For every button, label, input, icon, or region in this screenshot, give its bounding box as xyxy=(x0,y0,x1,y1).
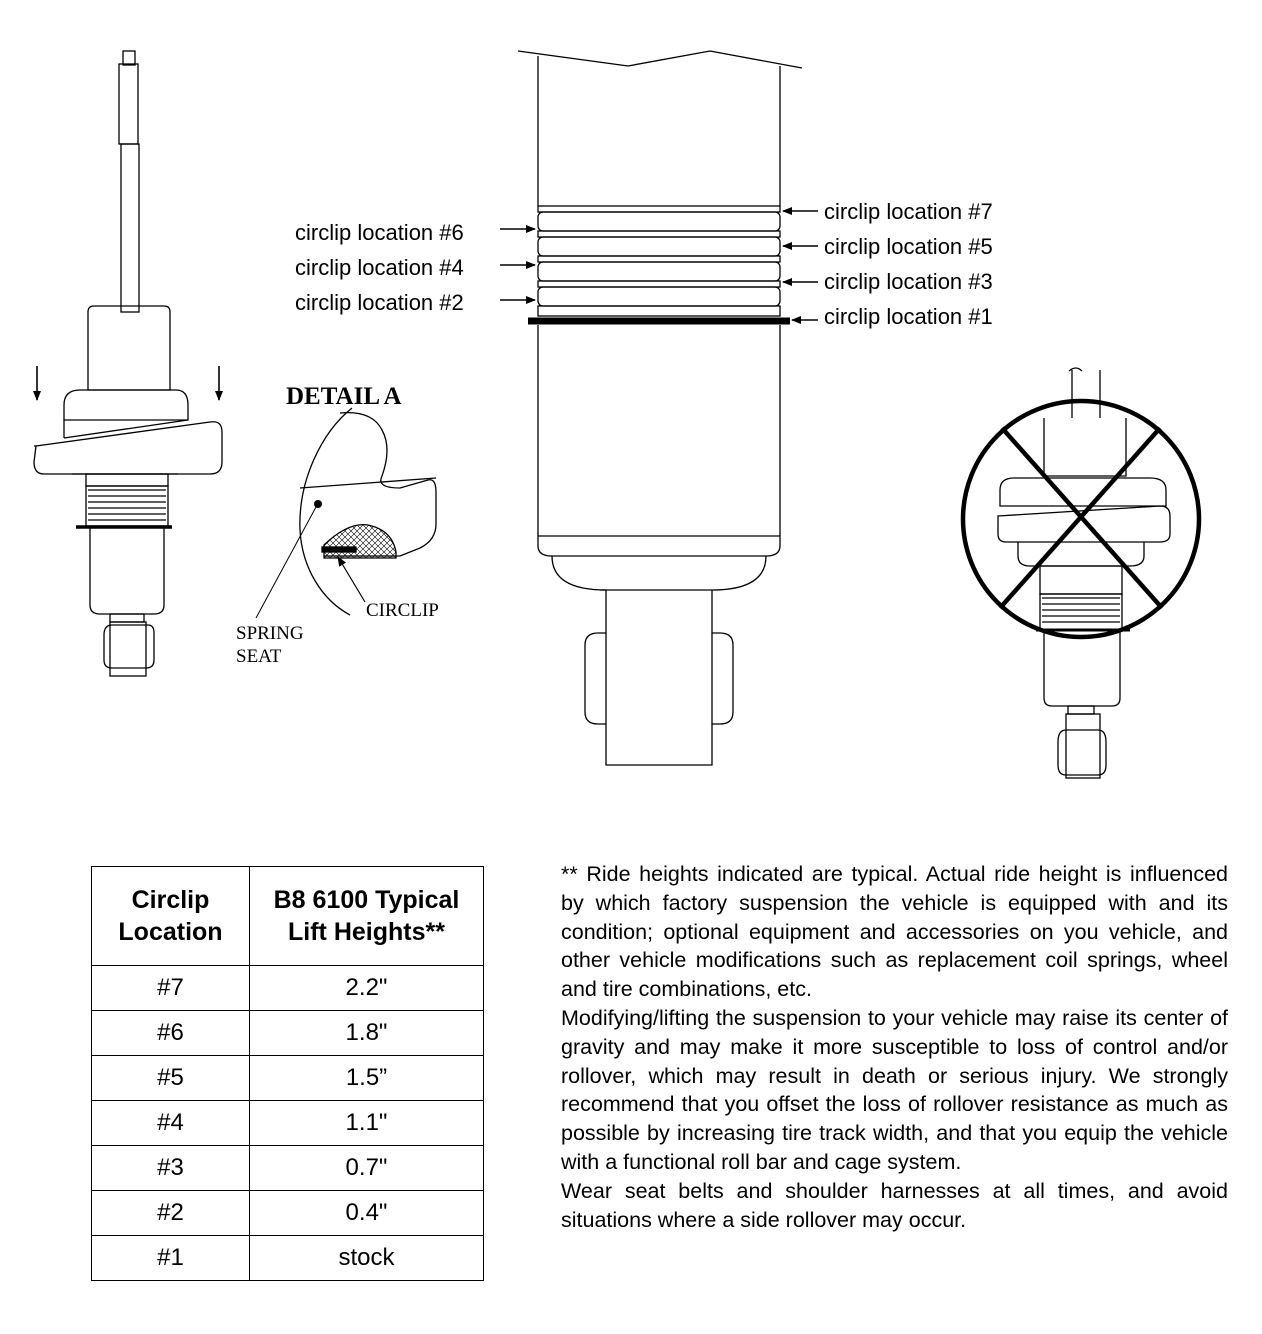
callout-4 xyxy=(295,255,535,280)
left-threads xyxy=(88,490,166,520)
location-cell: #5 xyxy=(92,1056,250,1101)
circlip-label: CIRCLIP xyxy=(366,600,439,621)
location-cell: #1 xyxy=(92,1236,250,1281)
callout-7 xyxy=(783,199,993,224)
header-circlip-location xyxy=(92,867,250,966)
table-row xyxy=(92,1191,484,1236)
callout-3-label: circlip location #3 xyxy=(824,269,993,294)
callout-3 xyxy=(783,269,993,294)
callout-5 xyxy=(783,234,993,259)
detail-a-drawing xyxy=(300,408,436,615)
location-cell: #7 xyxy=(92,966,250,1011)
table-row xyxy=(92,1146,484,1191)
callout-4-label: circlip location #4 xyxy=(295,255,464,280)
rollover-warning: Modifying/lifting the suspension to your vehicle may raise its center of gravity and may make it more susceptible to loss of control and/or rollover, which may result in death or serious injury. We strongly recommend that you offset the loss of rollover resistance as much as possible by increasing tire track width, and that you equip the vehicle with a functional roll bar and cage system. xyxy=(561,1005,1228,1174)
header-col1-line1: Circlip xyxy=(131,886,210,914)
height-cell: 0.7" xyxy=(250,1146,484,1191)
callout-1 xyxy=(792,304,993,329)
header-lift-heights xyxy=(250,867,484,966)
location-cell: #4 xyxy=(92,1101,250,1146)
callout-2 xyxy=(295,290,535,315)
callout-1-label: circlip location #1 xyxy=(824,304,993,329)
height-cell: 2.2" xyxy=(250,966,484,1011)
callout-5-label: circlip location #5 xyxy=(824,234,993,259)
callout-6-label: circlip location #6 xyxy=(295,220,464,245)
callout-6 xyxy=(295,220,535,245)
safety-notes xyxy=(561,860,1228,1234)
spring-seat-label-line2: SEAT xyxy=(236,646,282,667)
callout-2-label: circlip location #2 xyxy=(295,290,464,315)
table-row xyxy=(92,1056,484,1101)
table-row xyxy=(92,1011,484,1056)
detail-a-title: DETAIL A xyxy=(286,383,402,410)
height-cell: 1.1" xyxy=(250,1101,484,1146)
height-cell: stock xyxy=(250,1236,484,1281)
height-cell: 1.8" xyxy=(250,1011,484,1056)
lift-height-table xyxy=(91,866,484,1281)
header-col1-line2: Location xyxy=(118,918,223,946)
location-cell: #2 xyxy=(92,1191,250,1236)
incorrect-install-drawing xyxy=(998,368,1170,778)
left-shock-assembly xyxy=(34,51,222,676)
table-row xyxy=(92,966,484,1011)
header-col2-line1: B8 6100 Typical xyxy=(273,886,460,914)
center-shock-body xyxy=(518,51,802,765)
ride-height-note: ** Ride heights indicated are typical. Actual ride height is influenced by which factory suspension the vehicle is equipped with and its condition; optional equipment and accessories on you vehicle, and other vehicle modifications such as replacement coil springs, wheel and tire combinations, etc. xyxy=(561,862,1228,1002)
callout-7-label: circlip location #7 xyxy=(824,199,993,224)
spring-seat-dot xyxy=(314,500,322,508)
location-cell: #6 xyxy=(92,1011,250,1056)
header-col2-line2: Lift Heights** xyxy=(288,918,445,946)
table-row xyxy=(92,1236,484,1281)
circlip-leader xyxy=(338,557,365,602)
height-cell: 0.4" xyxy=(250,1191,484,1236)
location-cell: #3 xyxy=(92,1146,250,1191)
spring-seat-label-line1: SPRING xyxy=(236,623,304,644)
table-row xyxy=(92,1101,484,1146)
height-cell: 1.5” xyxy=(250,1056,484,1101)
seat-belt-warning: Wear seat belts and shoulder harnesses at all times, and avoid situations where a side rollover may occur. xyxy=(561,1178,1228,1232)
table-header-row xyxy=(92,867,484,966)
